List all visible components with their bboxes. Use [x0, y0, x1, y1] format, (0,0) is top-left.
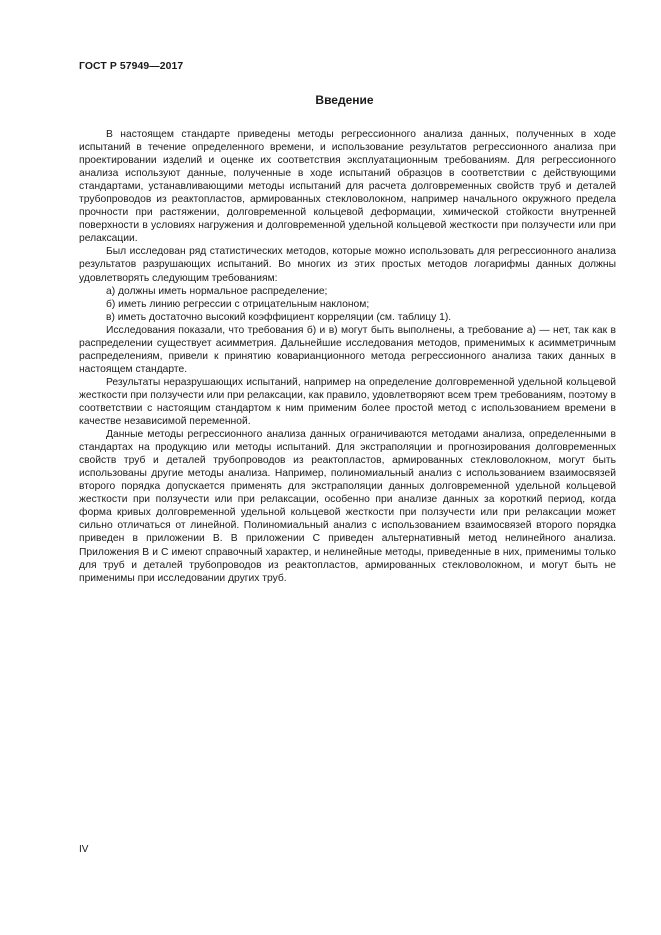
paragraph-intro: В настоящем стандарте приведены методы регрессионного анализа данных, полученных в ходе испытаний в течение определенного времени, и использование результатов регрессионного анализа при проектировании изделий и оценке их соответствия эксплуатационным требованиям. Для регрессионного анализа используют данные, полученные в ходе испытаний образцов в соответствии с действующими стандартами, устанавливающими методы испытаний для расчета долговременных свойств труб и деталей трубопроводов из реактопластов, армированных стекловолокном, например начального окружного предела прочности при растяжении, долговременной кольцевой деформации, химической стойкости внутренней поверхности в условиях нагружения и долговременной удельной кольцевой жесткости при ползучести или при релаксации.: [79, 129, 616, 245]
list-item-a: а) должны иметь нормальное распределение;: [106, 285, 328, 297]
document-header: ГОСТ Р 57949—2017: [79, 61, 184, 72]
paragraph-methods: Был исследован ряд статистических методов, которые можно использовать для регрессионного анализа результатов разрушающих испытаний. Во многих из этих простых методов логарифмы данных должны удовлетворять следующим требованиям:: [79, 246, 616, 284]
paragraph-limitations: Данные методы регрессионного анализа данных ограничиваются методами анализа, определенными в стандартах на продукцию или методы испытаний. Для экстраполяции и прогнозирования долговременных свойств труб и деталей трубопроводов из реактопластов, армированных стекловолокном, могут быть использованы другие методы анализа. Например, полиномиальный анализ с использованием взаимосвязей второго порядка допускается применять для экстраполяции данных долговременной удельной кольцевой жесткости при ползучести или при релаксации, особенно при анализе данных за короткий период, когда форма кривых долговременной удельной кольцевой жесткости при ползучести или при релаксации может сильно отличаться от линейной. Полиномиальный анализ с использованием взаимосвязей второго порядка приведен в приложении В. В приложении С приведен альтернативный метод нелинейного анализа. Приложения В и С имеют справочный характер, и нелинейные методы, приведенные в них, применимы только для труб и деталей трубопроводов из реактопластов, армированных стекловолокном, и могут быть не применимы при исследовании других труб.: [79, 429, 616, 584]
paragraph-research: Исследования показали, что требования б) и в) могут быть выполнены, а требование а) — нет, так как в распределении существует асимметрия. Дальнейшие исследования методов, применимых к асимметричным распределениям, привели к принятию коварианционного метода регрессионного анализа таких данных в настоящем стандарте.: [79, 324, 616, 375]
paragraph-nondestructive: Результаты неразрушающих испытаний, например на определение долговременной удельной кольцевой жесткости при ползучести или при релаксации, как правило, удовлетворяют всем трем требованиям, поэтому в соответствии с настоящим стандартом к ним применим более простой метод с использованием времени в качестве независимой переменной.: [79, 376, 616, 428]
section-title: Введение: [315, 93, 374, 107]
list-item-c: в) иметь достаточно высокий коэффициент корреляции (см. таблицу 1).: [106, 311, 452, 323]
page-number: IV: [79, 844, 89, 855]
list-item-b: б) иметь линию регрессии с отрицательным наклоном;: [106, 298, 370, 310]
body-text: [79, 128, 616, 585]
